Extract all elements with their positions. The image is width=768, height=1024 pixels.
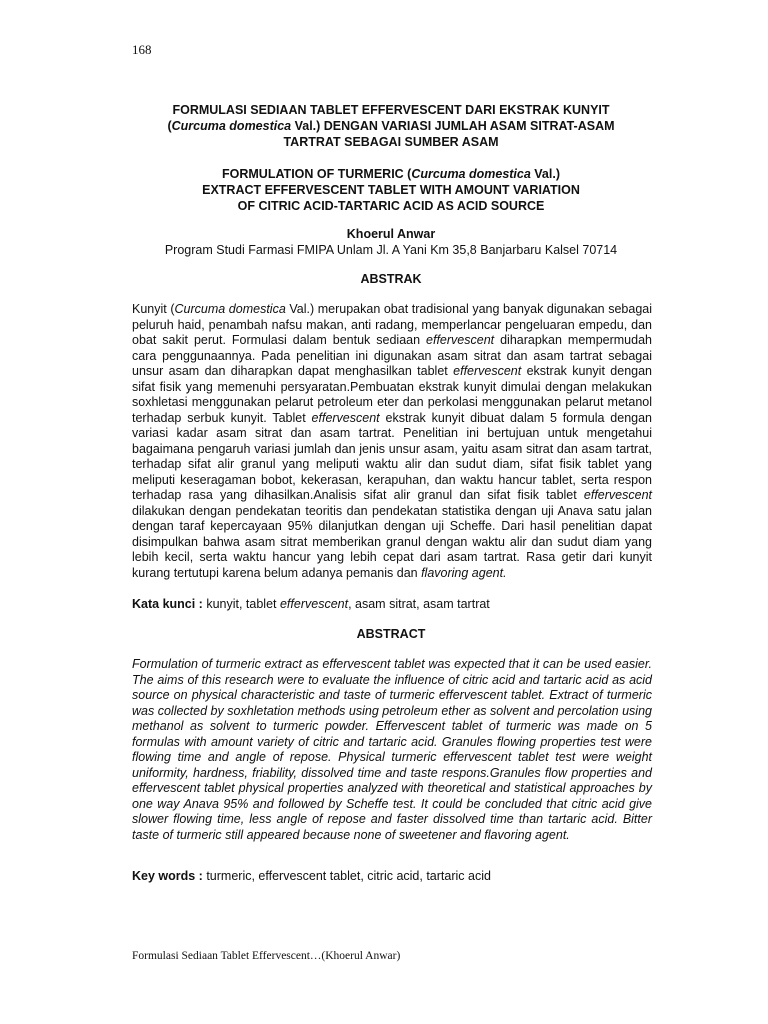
author-name: Khoerul Anwar: [346, 227, 436, 241]
abstrak-italic: effervescent: [426, 333, 495, 347]
title-id-paren: (: [167, 119, 172, 133]
title-en-line1: [130, 166, 652, 182]
abstrak-text: Val.) merupakan obat tradisional yang banyak digunakan sebagai peluruh haid, penambah nafsu makan, anti radang, memperlancar pengeluaran empedu, dan obat sakit perut. Formulasi dalam bentuk sediaan: [132, 302, 652, 347]
title-id-line1: FORMULASI SEDIAAN TABLET EFFERVESCENT DARI EKSTRAK KUNYIT: [172, 103, 610, 117]
key-words-text: turmeric, effervescent tablet, citric acid, tartaric acid: [202, 869, 491, 883]
abstrak-italic: effervescent: [311, 410, 380, 425]
key-words-label: Key words :: [132, 869, 203, 883]
abstrak-italic: effervescent: [453, 364, 522, 378]
abstrak-text: Kunyit (: [132, 302, 175, 316]
abstrak-text: ekstrak kunyit dengan sifat fisik yang memenuhi persyaratan.Pembuatan ekstrak kunyit dimulai dengan melakukan soxhletasi menggunakan pelarut petroleum eter dan perkolasi menggunakan pelarut metanol terhadap serbuk kunyit. Tablet: [132, 364, 653, 425]
abstract-body: Formulation of turmeric extract as effervescent tablet was expected that it can be used easier. The aims of this research were to evaluate the influence of citric acid and tartaric acid as acid source on physical characteristic and taste of turmeric effervescent tablet. Extract of turmeric was collected by soxhletation methods using petroleum ether as solvent and percolation using methanol as solvent to turmeric powder. Effervescent tablet of turmeric was made on 5 formulas with amount variety of citric and tartaric acid. Granules flowing properties test were flowing time and angle of repose. Physical turmeric effervescent tablet test were weight uniformity, hardness, friability, dissolved time and taste respons.Granules flow properties and effervescent tablet physical properties analyzed with theoretical and statistical approaches by one way Anava 95% and followed by Scheffe test. It could be concluded that citric acid give slower flowing time, less angle of repose and faster dissolved time than tartaric acid. Bitter taste of turmeric still appeared because none of sweetener and flavoring agent.: [132, 657, 652, 842]
page-number: 168: [132, 42, 152, 57]
abstrak-body: [132, 302, 652, 581]
abstrak-text: ekstrak kunyit dibuat dalam 5 formula dengan variasi kadar asam sitrat dan asam tartrat. Penelitian ini bertujuan untuk mengetahui bagaimana pengaruh variasi jumlah dan jenis unsur asam, yaitu asam sitrat dan asam tartrat, terhadap sifat alir granul yang meliputi waktu alir dan sudut diam, sifat fisik tablet yang meliputi keseragaman bobot, kekerasan, kerapuhan, dan waktu hancur tablet, serta respon terhadap rasa yang dihasilkan.Analisis sifat alir granul dan sifat fisik tablet: [132, 410, 653, 502]
title-id: [130, 102, 652, 150]
abstrak-italic: Curcuma domestica: [174, 302, 286, 316]
author-affiliation: Program Studi Farmasi FMIPA Unlam Jl. A Yani Km 35,8 Banjarbaru Kalsel 70714: [164, 243, 618, 257]
kata-kunci-label: Kata kunci :: [132, 597, 203, 611]
abstract-heading: ABSTRACT: [356, 627, 426, 641]
title-id-line3: TARTRAT SEBAGAI SUMBER ASAM: [283, 135, 499, 149]
abstrak-heading: ABSTRAK: [360, 272, 422, 286]
author-block: [130, 226, 652, 258]
kata-kunci-italic: effervescent: [279, 597, 349, 611]
abstrak-italic: flavoring agent.: [421, 565, 507, 580]
title-en-line2: EXTRACT EFFERVESCENT TABLET WITH AMOUNT VARIATION: [202, 183, 580, 197]
kata-kunci: [132, 597, 490, 611]
running-footer: Formulasi Sediaan Tablet Effervescent…(Khoerul Anwar): [132, 950, 401, 962]
title-id-line2-rest: Val.) DENGAN VARIASI JUMLAH ASAM SITRAT-ASAM: [291, 119, 615, 133]
abstrak-text: dilakukan dengan pendekatan teoritis dan pendekatan statistika dengan uji Anava satu jalan dengan taraf kepercayaan 95% dilanjutkan dengan uji Scheffe. Dari hasil penelitian dapat disimpulkan bahwa asam sitrat memberikan granul dengan waktu alir dan sudut diam yang lebih kecil, serta waktu hancur yang lebih cepat dari asam tartrat. Rasa getir dari kunyit kurang tertutupi karena belum adanya pemanis dan: [132, 503, 652, 580]
title-id-line2: [130, 118, 652, 134]
key-words: [132, 869, 491, 883]
title-en-line1-post: Val.): [530, 167, 560, 181]
kata-kunci-text: kunyit, tablet: [202, 597, 280, 611]
kata-kunci-text: , asam sitrat, asam tartrat: [348, 597, 490, 611]
title-en-line3: OF CITRIC ACID-TARTARIC ACID AS ACID SOURCE: [237, 199, 545, 213]
title-en: [130, 166, 652, 214]
title-block: [130, 102, 652, 214]
title-id-species: Curcuma domestica: [171, 119, 292, 133]
abstrak-text: diharapkan mempermudah cara penggunaannya. Pada penelitian ini digunakan asam sitrat dan asam tartrat sebagai unsur asam dan diharapkan dapat menghasilkan tablet: [132, 333, 652, 378]
abstrak-italic: effervescent: [583, 488, 652, 502]
title-en-species: Curcuma domestica: [411, 167, 531, 181]
title-en-line1-pre: FORMULATION OF TURMERIC (: [222, 167, 412, 181]
